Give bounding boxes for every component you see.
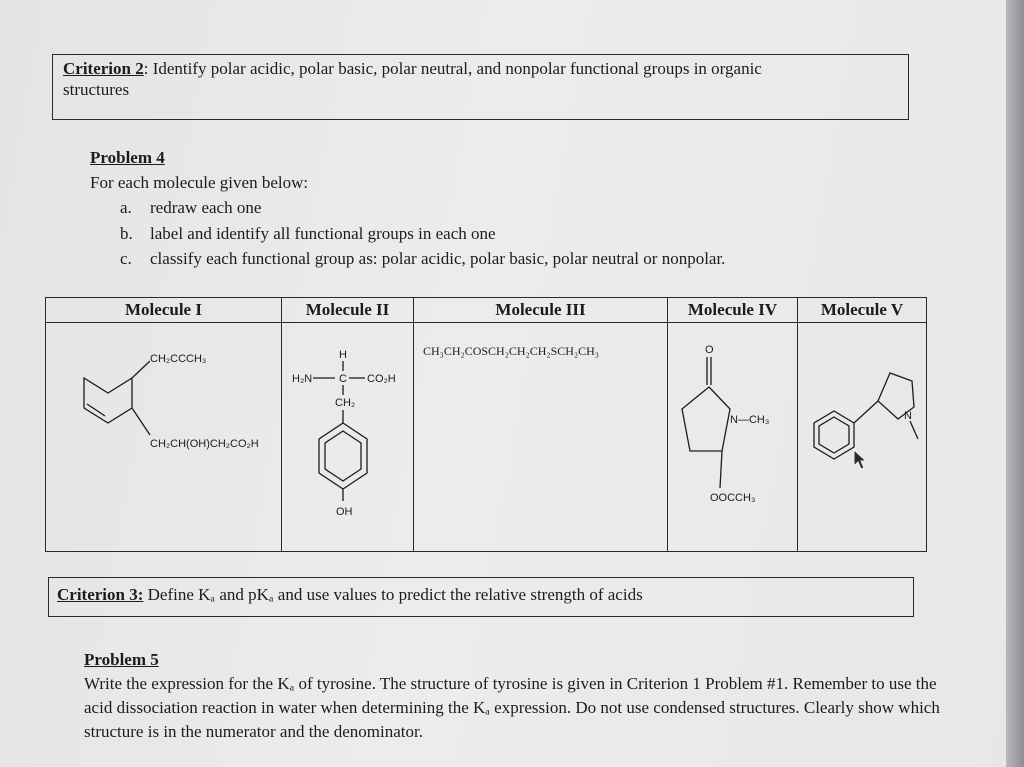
header-molecule-4: Molecule IV [668, 298, 798, 323]
molecule-5-nitrogen: N [904, 410, 912, 422]
molecule-2-cell [282, 323, 414, 552]
header-molecule-1: Molecule I [46, 298, 282, 323]
molecule-5-structure [798, 323, 927, 551]
molecule-4-n-methyl: N—CH₃ [730, 414, 770, 426]
header-molecule-2: Molecule II [282, 298, 414, 323]
molecule-3-cell [414, 323, 668, 552]
molecule-1-top-substituent: CH₂CCCH₃ [150, 353, 207, 365]
problem-5-title: Problem 5 [84, 650, 159, 669]
molecule-5-cell [798, 323, 927, 552]
criterion-2-box [52, 54, 909, 120]
problem-4 [90, 145, 308, 195]
molecule-2-alpha-carbon: C [339, 373, 347, 385]
criterion-3-box [48, 577, 914, 617]
molecule-4-carbonyl-o: O [705, 344, 714, 356]
header-molecule-3: Molecule III [414, 298, 668, 323]
step-c: c. classify each functional group as: polar acidic, polar basic, polar neutral or nonpolar. [120, 249, 726, 268]
molecule-2-hydroxyl: OH [336, 506, 353, 518]
step-b: b. label and identify all functional groups in each one [120, 223, 496, 243]
problem-4-intro: For each molecule given below: [90, 173, 309, 192]
molecule-4-structure [668, 323, 798, 551]
molecule-2-ch2: CH₂ [335, 397, 356, 409]
criterion-2-text-cont: structures [63, 80, 130, 99]
molecule-2-structure [282, 323, 414, 551]
molecule-4-ester: OOCCH₃ [710, 492, 756, 504]
molecule-4-cell [668, 323, 798, 552]
criterion-3-heading: Criterion 3: [57, 585, 144, 604]
screen-edge [1006, 0, 1024, 767]
molecule-2-h: H [339, 349, 347, 361]
problem-5 [84, 648, 944, 744]
criterion-2-heading: Criterion 2 [63, 59, 144, 78]
molecule-1-cell [46, 323, 282, 552]
molecule-2-amine: H₂N [292, 373, 313, 385]
molecule-1-structure [46, 323, 282, 551]
molecule-2-carboxyl: CO₂H [367, 373, 396, 385]
step-a: a. redraw each one [120, 198, 262, 217]
criterion-2-text: : Identify polar acidic, polar basic, polar neutral, and nonpolar functional groups in organic [143, 59, 762, 78]
problem-4-title: Problem 4 [90, 148, 165, 167]
molecule-1-bottom-substituent: CH₂CH(OH)CH₂CO₂H [150, 438, 259, 450]
header-molecule-5: Molecule V [798, 298, 927, 323]
problem-4-steps [120, 195, 725, 272]
molecule-3-formula: CH₃CH₂COSCH₂CH₂CH₂SCH₂CH₃ [423, 344, 599, 358]
molecules-table [45, 297, 927, 552]
criterion-3-text: Define Kₐ and pKₐ and use values to predict the relative strength of acids [143, 585, 643, 604]
molecule-3-structure [414, 323, 668, 551]
mouse-cursor-icon [852, 449, 868, 471]
problem-5-text: Write the expression for the Kₐ of tyrosine. The structure of tyrosine is given in Criterion 1 Problem #1. Remember to use the acid dissociation reaction in water when determining the Kₐ expression. Do not use condensed structures. Clearly show which structure is in the numerator and the denominator. [84, 674, 940, 741]
